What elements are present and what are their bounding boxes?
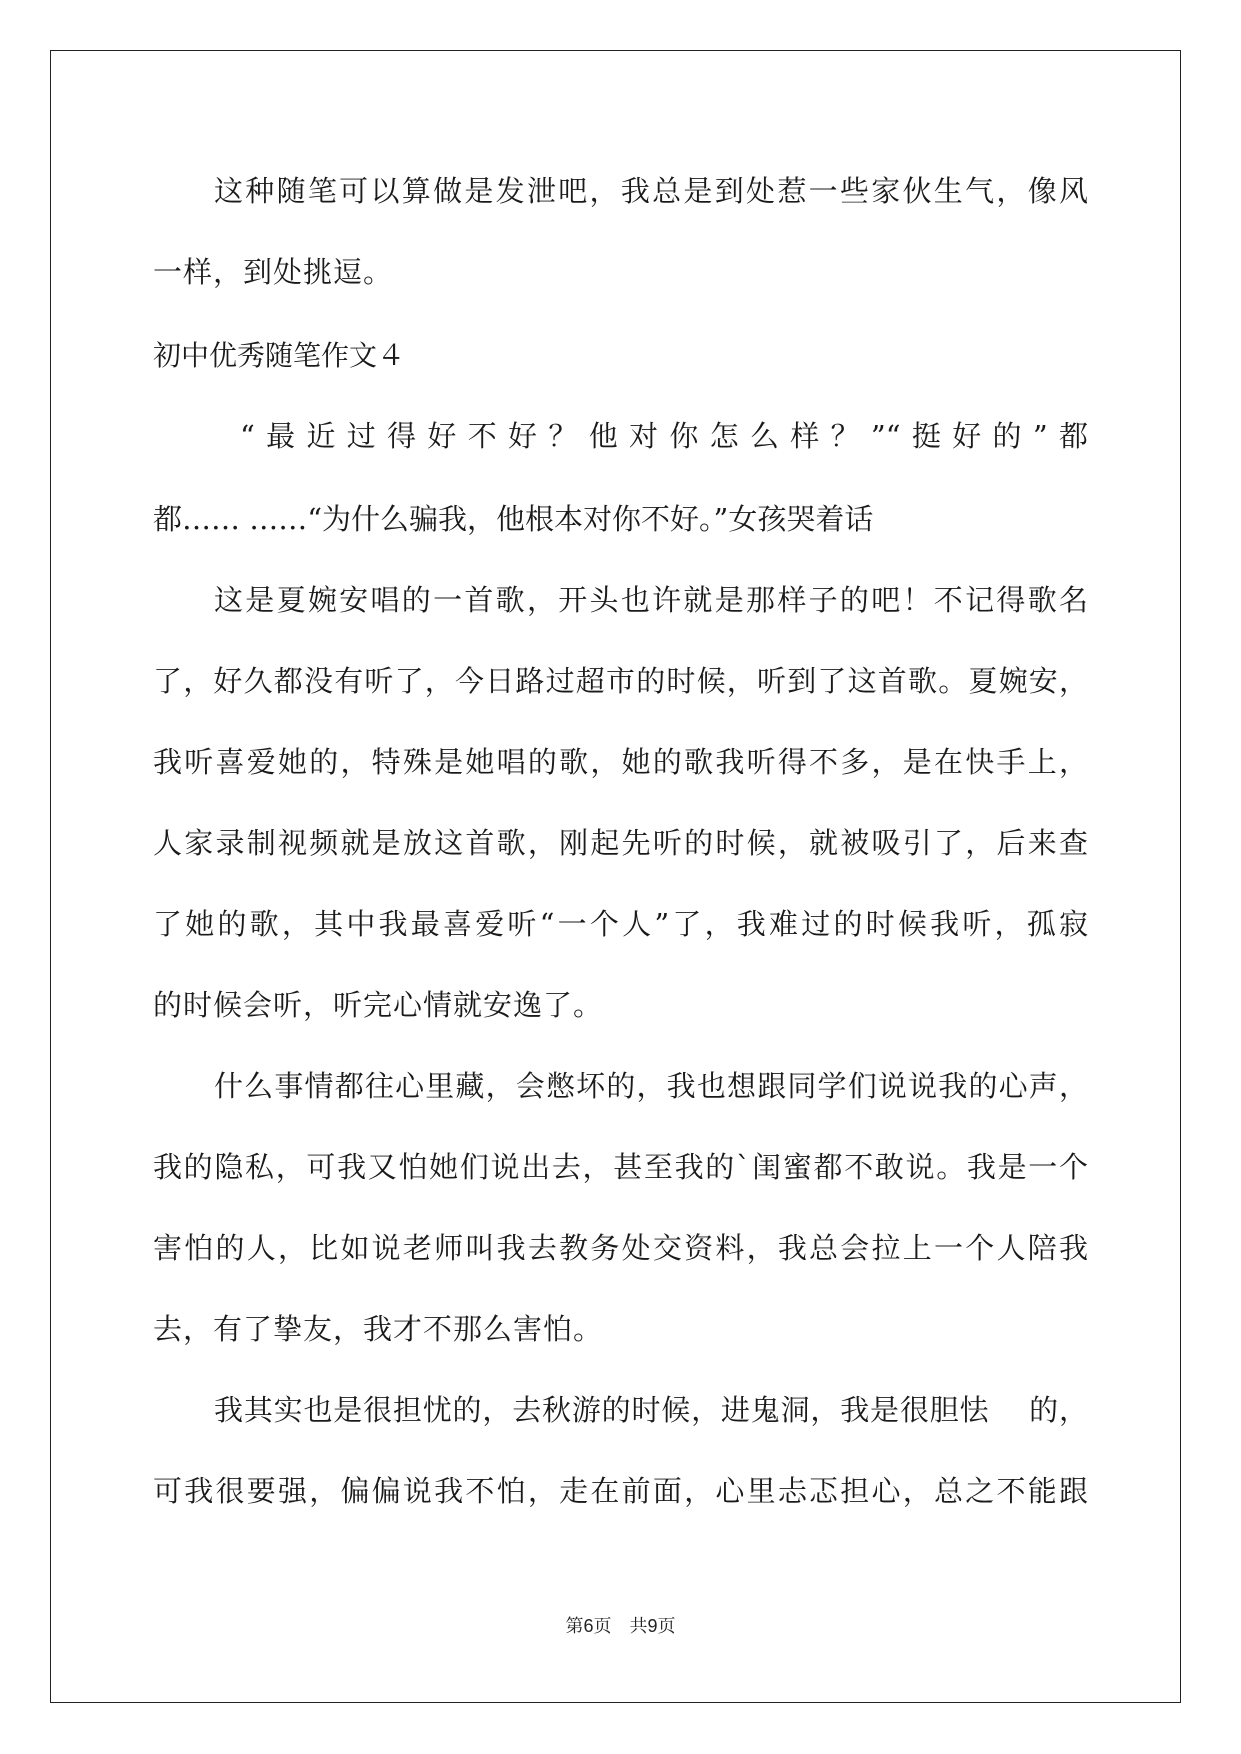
page-label-suffix: 页 (657, 1616, 676, 1637)
paragraph-line: 我的隐私，可我又怕她们说出去，甚至我的`闺蜜都不敢说。我是一个 (153, 1150, 1088, 1184)
section-heading: 初中优秀随笔作文４ (153, 339, 406, 372)
paragraph-line: 了，好久都没有听了，今日路过超市的时候，听到了这首歌。夏婉安， (153, 664, 1088, 698)
page-label-mid: 页 共 (593, 1616, 648, 1637)
paragraph-line: “最近过得好不好？他对你怎么样？”“挺好的”都 (240, 419, 1088, 453)
paragraph-line: 了她的歌，其中我最喜爱听“一个人”了，我难过的时候我听，孤寂 (153, 907, 1088, 941)
paragraph-line: 人家录制视频就是放这首歌，刚起先听的时候，就被吸引了，后来查 (153, 826, 1088, 860)
page-footer (0, 1612, 1241, 1638)
page-border (50, 50, 1181, 1703)
paragraph-line: 我听喜爱她的，特殊是她唱的歌，她的歌我听得不多，是在快手上， (153, 745, 1088, 779)
paragraph-line: 这种随笔可以算做是发泄吧，我总是到处惹一些家伙生气，像风 (214, 174, 1088, 208)
paragraph-line: 去，有了挚友，我才不那么害怕。 (153, 1312, 604, 1346)
paragraph-line: 什么事情都往心里藏，会憋坏的，我也想跟同学们说说我的心声， (214, 1069, 1088, 1103)
page-label-prefix: 第 (565, 1616, 584, 1637)
page-total: 9 (647, 1616, 658, 1636)
paragraph-line: 可我很要强，偏偏说我不怕，走在前面，心里忐忑担心，总之不能跟 (153, 1474, 1088, 1508)
paragraph-line: 都…… ……“为什么骗我，他根本对你不好。”女孩哭着话 (153, 502, 874, 536)
paragraph-line: 这是夏婉安唱的一首歌，开头也许就是那样子的吧！不记得歌名 (214, 583, 1088, 617)
paragraph-line: 的时候会听，听完心情就安逸了。 (153, 988, 604, 1022)
paragraph-line: 一样，到处挑逗。 (153, 255, 394, 289)
page-current: 6 (583, 1616, 594, 1636)
paragraph-line: 害怕的人，比如说老师叫我去教务处交资料，我总会拉上一个人陪我 (153, 1231, 1088, 1265)
paragraph-line: 我其实也是很担忧的，去秋游的时候，进鬼洞，我是很胆怯 的， (214, 1393, 1088, 1427)
